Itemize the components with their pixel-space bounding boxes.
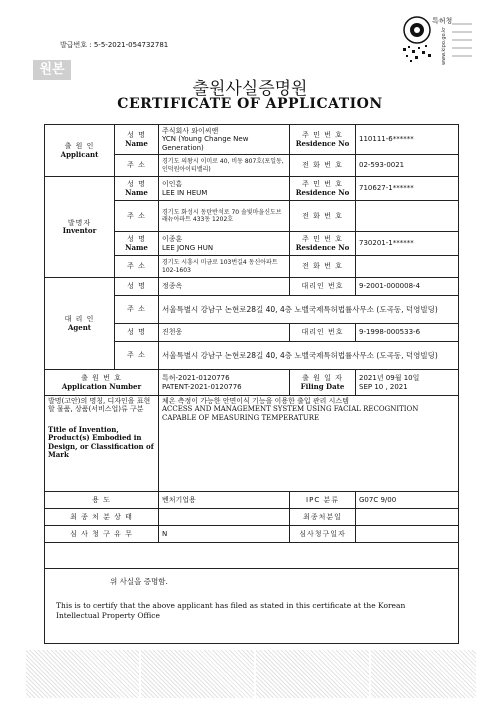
address-label: 주 소 xyxy=(115,201,159,232)
certify-statement-korean: 위 사실을 증명함. xyxy=(110,577,168,586)
inventor2-address: 경기도 시흥시 미금로 103번길4 동신아파트 102-1603 xyxy=(159,256,290,278)
residence-label: 주 민 번 호 Residence No xyxy=(290,177,356,201)
certify-statement-english: This is to certify that the above applicant has filed as stated in this certificate at the Korean Intellectual Property Office xyxy=(56,601,406,620)
inventor1-address: 경기도 화성시 동탄반석로 70 솔빛마을신도브래뉴아파트 433동 1202호 xyxy=(159,201,290,232)
agent2-number: 9-1998-000533-6 xyxy=(356,324,459,342)
agent2-name: 진천웅 xyxy=(159,324,290,342)
final-date-label: 최종처분일 xyxy=(290,509,356,526)
exam-date-value xyxy=(356,526,459,543)
agent-no-label: 대리인 번호 xyxy=(290,324,356,342)
agent1-name: 정종옥 xyxy=(159,278,290,296)
title-korean: 출원사실증명원 xyxy=(192,79,308,99)
agent1-address: 서울특별시 강남구 논현로28길 40, 4층 노벨국제특허법률사무소 (도곡동, 덕영빌딩) xyxy=(159,296,459,324)
final-status-value xyxy=(159,509,290,526)
name-label: 성 명 Name xyxy=(115,232,159,256)
security-pattern xyxy=(141,650,254,698)
applicant-name-row xyxy=(45,125,459,155)
filing-date: 2021년 09월 10일 SEP 10 , 2021 xyxy=(356,370,459,396)
office-logo-text: 특허청 xyxy=(432,17,453,25)
name-label: 성 명 Name xyxy=(115,125,159,155)
filing-date-label: 출 원 일 자 Filing Date xyxy=(290,370,356,396)
application-number: 특허-2021-0120776 PATENT-2021-0120776 xyxy=(159,370,290,396)
name-label: 성 명 xyxy=(115,324,159,342)
exam-request-label: 심 사 청 구 유 무 xyxy=(45,526,159,543)
address-label: 주 소 xyxy=(115,155,159,177)
security-pattern xyxy=(26,650,139,698)
inventor1-name: 이인흠 LEE IN HEUM xyxy=(159,177,290,201)
applicant-label: 출 원 인 Applicant xyxy=(45,125,115,177)
blank-cell xyxy=(45,543,459,569)
exam-date-label: 심사청구일자 xyxy=(290,526,356,543)
application-number-label: 출 원 번 호 Application Number xyxy=(45,370,159,396)
applicant-name: 주식회사 와이씨앤 YCN (Young Change New Generation) xyxy=(159,125,290,155)
blank-row xyxy=(45,543,459,569)
application-number-row xyxy=(45,370,459,396)
inventor2-residence-no: 730201-1****** xyxy=(356,232,459,256)
ipc-value: G07C 9/00 xyxy=(356,492,459,509)
agent1-number: 9-2001-000008-4 xyxy=(356,278,459,296)
inventor1-residence-no: 710627-1****** xyxy=(356,177,459,201)
final-status-row xyxy=(45,509,459,526)
applicant-residence-no: 110111-6****** xyxy=(356,125,459,155)
phone-label: 전 화 번 호 xyxy=(290,256,356,278)
applicant-address: 경기도 의왕시 이미로 40, 비동 807호(포일동, 인덕원아이티밸리) xyxy=(159,155,290,177)
address-label: 주 소 xyxy=(115,296,159,324)
security-pattern xyxy=(256,650,369,698)
residence-label: 주 민 번 호 Residence No xyxy=(290,232,356,256)
inventor2-phone xyxy=(356,256,459,278)
security-pattern xyxy=(371,650,476,698)
agent-no-label: 대리인 번호 xyxy=(290,278,356,296)
inventor1-phone xyxy=(356,201,459,232)
phone-label: 전 화 번 호 xyxy=(290,155,356,177)
address-label: 주 소 xyxy=(115,342,159,370)
agent-label: 대 리 인 Agent xyxy=(45,278,115,370)
agent1-name-row xyxy=(45,278,459,296)
name-label: 성 명 xyxy=(115,278,159,296)
purpose-value: 벤처기업용 xyxy=(159,492,290,509)
inventor-label: 발명자 Inventor xyxy=(45,177,115,278)
certificate-table xyxy=(44,124,459,644)
address-label: 주 소 xyxy=(115,256,159,278)
issue-number: 발급번호 : 5-5-2021-054732781 xyxy=(60,41,169,49)
inventor2-name: 이종훈 LEE JONG HUN xyxy=(159,232,290,256)
exam-request-value: N xyxy=(159,526,290,543)
final-date-value xyxy=(356,509,459,526)
phone-label: 전 화 번 호 xyxy=(290,201,356,232)
original-stamp: 원본 xyxy=(33,60,71,80)
svg-text:www.kipo.go.kr: www.kipo.go.kr xyxy=(441,26,447,65)
inventor1-name-row xyxy=(45,177,459,201)
agent2-address: 서울특별시 강남구 논현로28길 40, 4층 노벨국제특허법률사무소 (도곡동, 덕영빌딩) xyxy=(159,342,459,370)
applicant-phone: 02-593-0021 xyxy=(356,155,459,177)
invention-title-row xyxy=(45,396,459,492)
purpose-label: 용 도 xyxy=(45,492,159,509)
exam-request-row xyxy=(45,526,459,543)
title-english: CERTIFICATE OF APPLICATION xyxy=(117,96,383,112)
purpose-row xyxy=(45,492,459,509)
name-label: 성 명 Name xyxy=(115,177,159,201)
ipc-label: IPC 분류 xyxy=(290,492,356,509)
final-status-label: 최 종 처 분 상 태 xyxy=(45,509,159,526)
invention-title: 체온 측정이 가능한 안면이식 기능을 이용한 출입 관리 시스템 ACCESS AND MANAGEMENT SYSTEM USING FACIAL RECOGNITION CAPABLE OF MEASURING TEMPERATURE xyxy=(159,396,459,492)
invention-title-label: 발명(고안)의 명칭, 디자인을 표현할 물품, 상품(서비스업)류 구분 Title of Invention, Product(s) Embodied in Design, or Classification of Mark xyxy=(45,396,159,492)
residence-label: 주 민 번 호 Residence No xyxy=(290,125,356,155)
